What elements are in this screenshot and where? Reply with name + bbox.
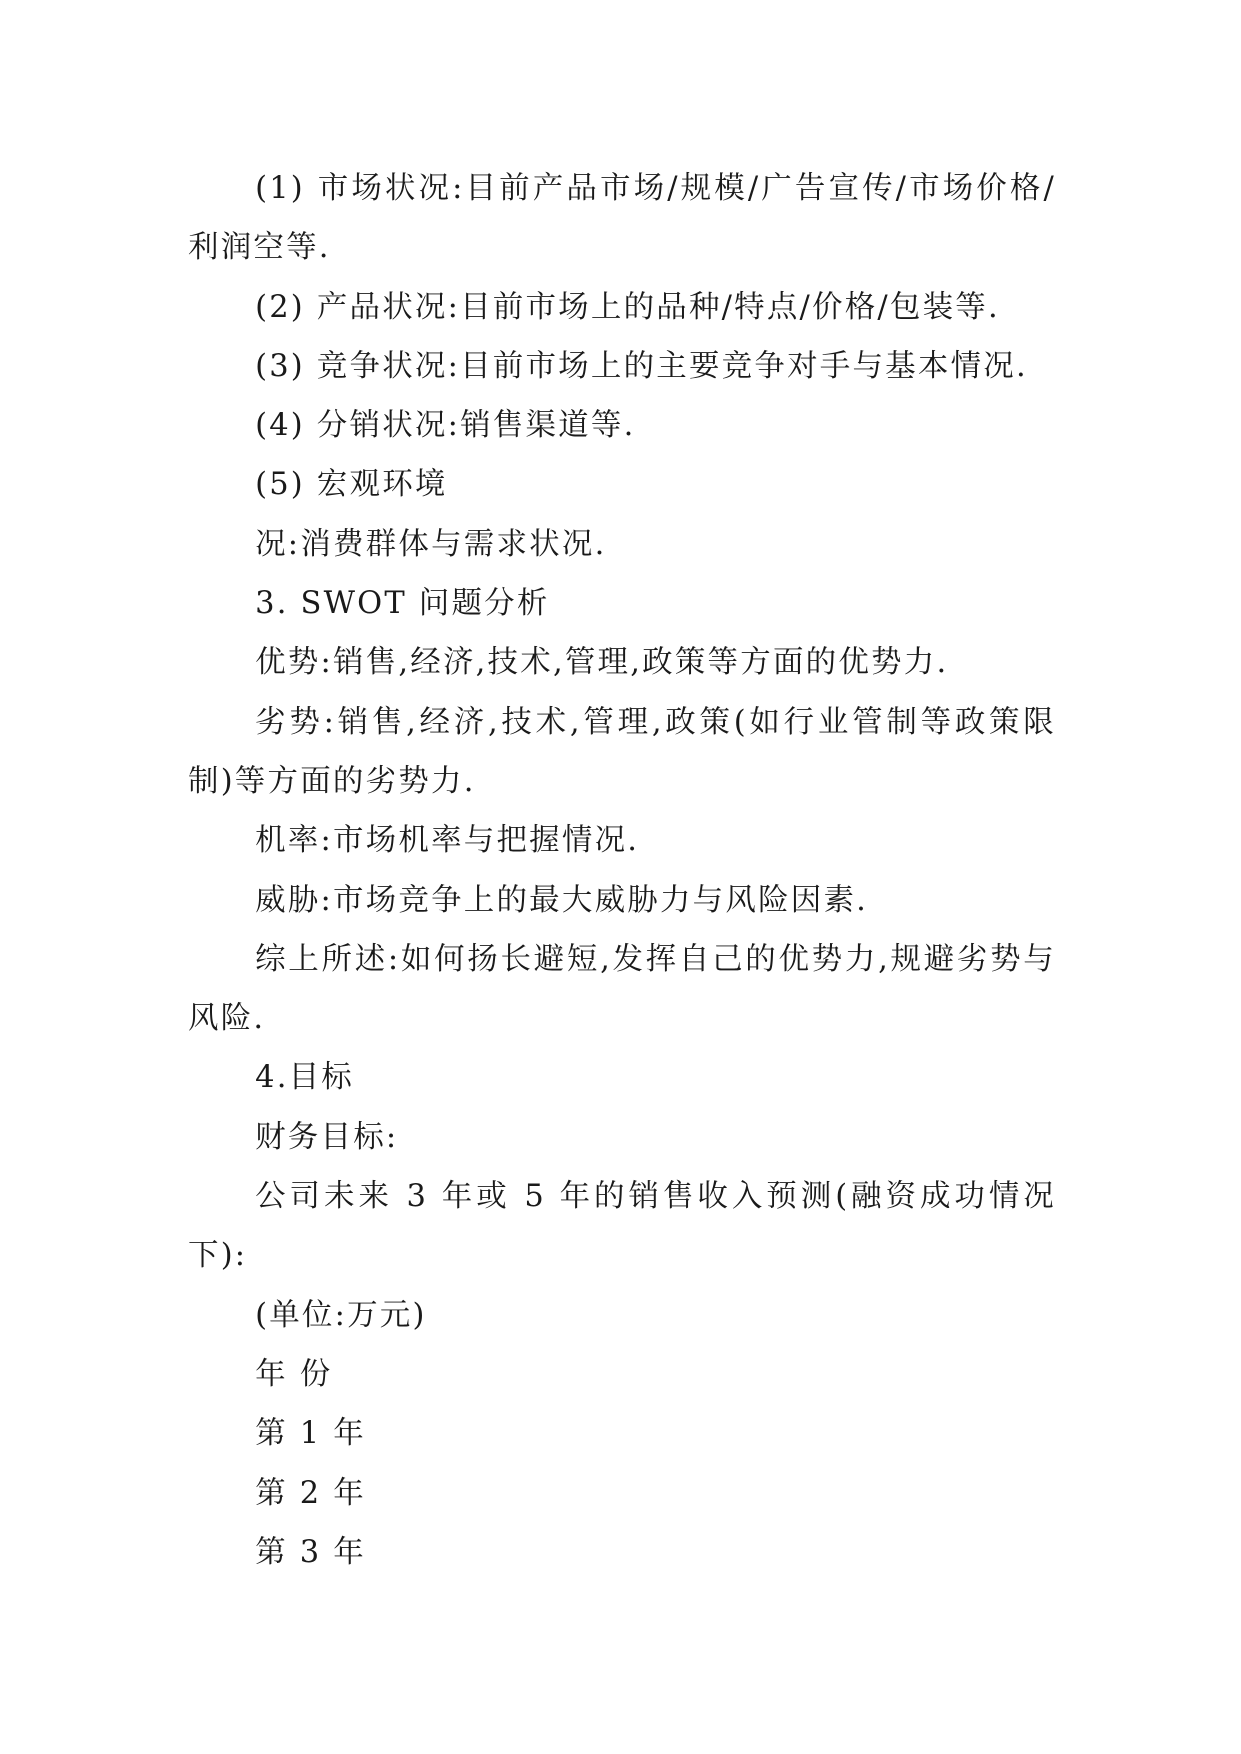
heading-swot-analysis: 3. SWOT 问题分析 [255, 586, 550, 622]
paragraph-weaknesses: 劣势:销售,经济,技术,管理,政策(如行业管制等政策限制)等方面的劣势力. [188, 704, 1056, 799]
table-row-year-2: 第 2 年 [255, 1475, 366, 1511]
paragraph-summary: 综上所述:如何扬长避短,发挥自己的优势力,规避劣势与风险. [188, 941, 1056, 1037]
paragraph-macro-environment: (5) 宏观环境 [255, 467, 448, 503]
paragraph-threats: 威胁:市场竞争上的最大威胁力与风险因素. [255, 882, 869, 918]
table-row-year-3: 第 3 年 [255, 1534, 366, 1570]
paragraph-revenue-forecast: 公司未来 3 年或 5 年的销售收入预测(融资成功情况下): [188, 1179, 1056, 1274]
paragraph-unit: (单位:万元) [255, 1297, 427, 1333]
table-header-year: 年 份 [255, 1356, 333, 1392]
paragraph-product-status: (2) 产品状况:目前市场上的品种/特点/价格/包装等. [255, 289, 1000, 325]
paragraph-consumer-status: 况:消费群体与需求状况. [255, 526, 607, 562]
document-page [188, 159, 1056, 1582]
paragraph-opportunities: 机率:市场机率与把握情况. [255, 823, 640, 859]
paragraph-competition-status: (3) 竞争状况:目前市场上的主要竞争对手与基本情况. [255, 348, 1028, 384]
paragraph-strengths: 优势:销售,经济,技术,管理,政策等方面的优势力. [255, 645, 949, 681]
paragraph-distribution-status: (4) 分销状况:销售渠道等. [255, 408, 636, 444]
paragraph-market-status: (1) 市场状况:目前产品市场/规模/广告宣传/市场价格/利润空等. [188, 171, 1056, 266]
paragraph-financial-goals: 财务目标: [255, 1119, 399, 1155]
table-row-year-1: 第 1 年 [255, 1416, 366, 1452]
heading-goals: 4.目标 [255, 1060, 354, 1096]
